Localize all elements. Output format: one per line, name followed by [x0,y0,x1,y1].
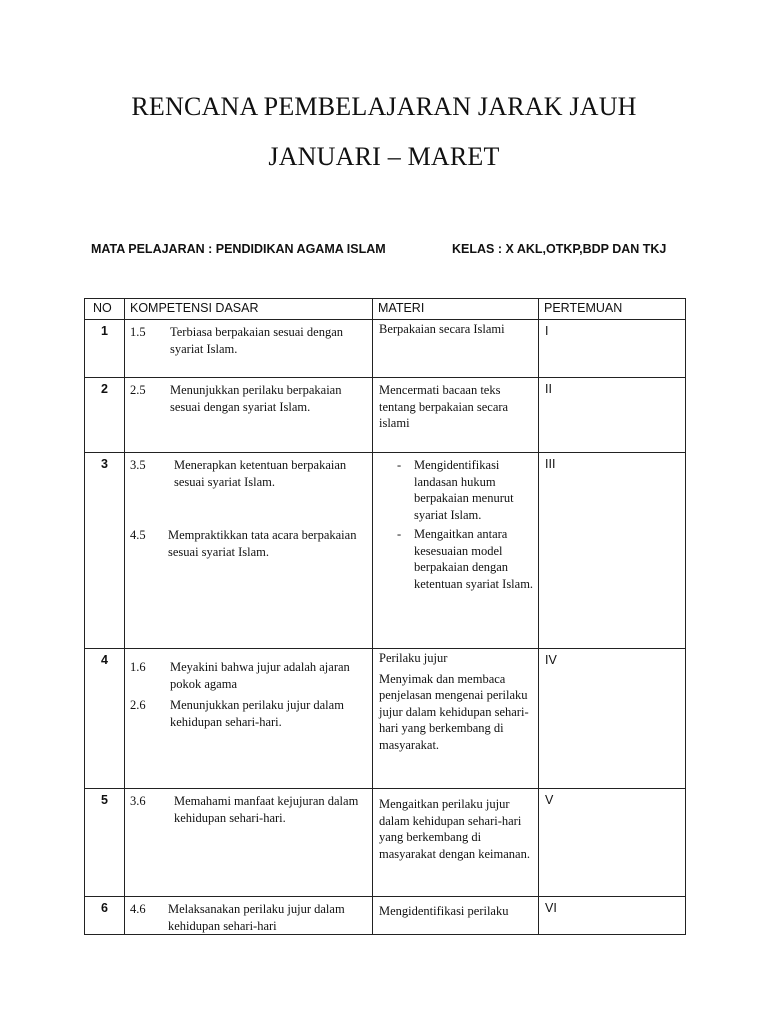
row-number: 5 [85,789,125,897]
document-title: RENCANA PEMBELAJARAN JARAK JAUH [131,92,637,121]
kd-item [130,324,368,357]
materi-cell [373,789,539,897]
materi-text: Berpakaian secara Islami [379,322,505,336]
bullet-text: Mengidentifikasi landasan hukum berpakaian menurut syariat Islam. [414,458,514,522]
bullet-text: Mengaitkan antara kesesuaian model berpakaian dengan ketentuan syariat Islam. [414,527,534,591]
kd-number: 2.5 [130,383,146,397]
row-number: 6 [85,897,125,935]
pertemuan-cell: I [539,320,686,378]
kd-text: Meyakini bahwa jujur adalah ajaran pokok agama [170,660,350,691]
table-header-row [85,299,686,320]
table-row [85,789,686,897]
materi-text: Mengidentifikasi perilaku [379,904,509,918]
table-row [85,320,686,378]
document-period: JANUARI – MARET [268,142,500,171]
materi-heading: Perilaku jujur [379,651,448,665]
kd-item [130,457,368,490]
kd-item [130,659,368,692]
table-row [85,897,686,935]
kd-item [130,901,368,934]
column-header-materi: MATERI [373,299,539,320]
table-row [85,378,686,453]
materi-cell [373,378,539,453]
kd-item [130,382,368,415]
kd-item [130,793,368,826]
kd-text: Terbiasa berpakaian sesuai dengan syariat Islam. [170,325,344,356]
lesson-plan-table [84,298,686,935]
kompetensi-cell [125,649,373,789]
kd-number: 3.6 [130,794,146,808]
kd-number: 1.5 [130,325,146,339]
table-row [85,649,686,789]
row-number: 3 [85,453,125,649]
row-number: 2 [85,378,125,453]
materi-text: Mencermati bacaan teks tentang berpakaian secara islami [379,383,509,430]
materi-bullet [397,457,534,523]
kd-text: Memahami manfaat kejujuran dalam kehidupan sehari-hari. [174,794,359,825]
column-header-pertemuan: PERTEMUAN [539,299,686,320]
kd-text: Menunjukkan perilaku jujur dalam kehidupan sehari-hari. [170,698,344,729]
column-header-kompetensi: KOMPETENSI DASAR [125,299,373,320]
materi-text: Mengaitkan perilaku jujur dalam kehidupan sehari-hari yang berkembang di masyarakat dengan keimanan. [379,797,530,861]
kompetensi-cell [125,453,373,649]
materi-bullet [397,526,534,592]
pertemuan-cell: V [539,789,686,897]
materi-text: Menyimak dan membaca penjelasan mengenai perilaku jujur dalam kehidupan sehari-hari yang berkembang di masyarakat. [379,671,529,752]
pertemuan-cell: VI [539,897,686,935]
kd-number: 4.6 [130,902,146,916]
kd-item [130,527,368,560]
pertemuan-cell: II [539,378,686,453]
kd-number: 4.5 [130,528,146,542]
subject-label: MATA PELAJARAN : PENDIDIKAN AGAMA ISLAM [91,242,386,256]
kompetensi-cell [125,320,373,378]
kd-text: Menerapkan ketentuan berpakaian sesuai syariat Islam. [174,458,347,489]
kd-number: 3.5 [130,458,146,472]
pertemuan-cell: III [539,453,686,649]
kd-item [130,697,368,730]
materi-cell [373,897,539,935]
kompetensi-cell [125,378,373,453]
kompetensi-cell [125,897,373,935]
column-header-no: NO [85,299,125,320]
kd-text: Mempraktikkan tata acara berpakaian sesuai syariat Islam. [168,528,357,559]
kd-text: Menunjukkan perilaku berpakaian sesuai dengan syariat Islam. [170,383,342,414]
kompetensi-cell [125,789,373,897]
table-row [85,453,686,649]
pertemuan-cell: IV [539,649,686,789]
kd-number: 2.6 [130,698,146,712]
kd-text: Melaksanakan perilaku jujur dalam kehidupan sehari-hari [168,902,345,933]
materi-cell [373,649,539,789]
materi-cell [373,453,539,649]
kd-number: 1.6 [130,660,146,674]
bullet-dash: - [397,458,402,472]
class-label: KELAS : X AKL,OTKP,BDP DAN TKJ [452,242,667,256]
materi-cell [373,320,539,378]
row-number: 1 [85,320,125,378]
bullet-dash: - [397,527,402,541]
row-number: 4 [85,649,125,789]
